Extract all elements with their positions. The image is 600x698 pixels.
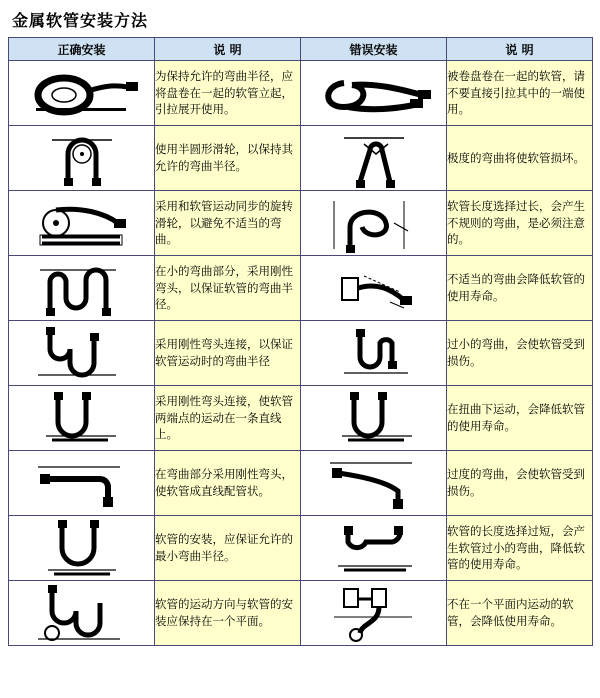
table-row xyxy=(9,126,593,191)
table-header-row xyxy=(9,38,593,61)
table-row xyxy=(9,256,593,321)
table-row xyxy=(9,516,593,581)
row-correct-text: 在弯曲部分采用刚性弯头，使软管成直线配管状。 xyxy=(155,451,301,516)
page-title: 金属软管安装方法 xyxy=(12,11,149,30)
row-wrong-text: 过小的弯曲，会使软管受到损伤。 xyxy=(447,321,593,386)
installation-methods-table xyxy=(8,37,593,646)
synchronized-rotating-pulley-icon xyxy=(9,191,155,256)
header-correct-note: 说 明 xyxy=(155,38,301,61)
header-wrong-install: 错误安装 xyxy=(301,38,447,61)
table-row xyxy=(9,581,593,646)
header-correct-install: 正确安装 xyxy=(9,38,155,61)
too-long-hose-small-bend-icon xyxy=(301,516,447,581)
row-wrong-text: 极度的弯曲将使软管损坏。 xyxy=(447,126,593,191)
table-row xyxy=(9,321,593,386)
straight-pipe-with-elbow-icon xyxy=(9,451,155,516)
improper-bend-shortens-life-icon xyxy=(301,256,447,321)
row-wrong-text: 软管长度选择过长，会产生不规则的弯曲，是必须注意的。 xyxy=(447,191,593,256)
minimum-bend-radius-u-hose-icon xyxy=(9,516,155,581)
row-correct-text: 采用刚性弯头连接，使软管两端点的运动在一条直线上。 xyxy=(155,386,301,451)
row-correct-text: 使用半圆形滑轮，以保持其允许的弯曲半径。 xyxy=(155,126,301,191)
row-wrong-text: 软管的长度选择过短，会产生软管过小的弯曲，降低软管的使用寿命。 xyxy=(447,516,593,581)
header-wrong-note: 说 明 xyxy=(447,38,593,61)
row-correct-text: 为保持允许的弯曲半径，应将盘卷在一起的软管立起，引拉展开使用。 xyxy=(155,61,301,126)
twisting-motion-hose-icon xyxy=(301,386,447,451)
row-wrong-text: 不在一个平面内运动的软管，会降低使用寿命。 xyxy=(447,581,593,646)
semicircular-guide-roller-icon xyxy=(9,126,155,191)
row-correct-text: 采用和软管运动同步的旋转滑轮，以避免不适当的弯曲。 xyxy=(155,191,301,256)
too-small-bend-radius-icon xyxy=(301,321,447,386)
row-wrong-text: 过度的弯曲，会使软管受到损伤。 xyxy=(447,451,593,516)
table-row xyxy=(9,61,593,126)
excess-length-irregular-bend-icon xyxy=(301,191,447,256)
rigid-elbow-small-bend-icon xyxy=(9,256,155,321)
row-wrong-text: 在扭曲下运动，会降低软管的使用寿命。 xyxy=(447,386,593,451)
table-row xyxy=(9,451,593,516)
table-row xyxy=(9,386,593,451)
row-correct-text: 采用刚性弯头连接，以保证软管运动时的弯曲半径 xyxy=(155,321,301,386)
over-bending-damage-icon xyxy=(301,451,447,516)
coiled-hose-spool-icon xyxy=(9,61,155,126)
rigid-elbow-straight-line-motion-icon xyxy=(9,386,155,451)
rigid-elbow-connection-radius-icon xyxy=(9,321,155,386)
sharp-bend-hose-icon xyxy=(301,126,447,191)
row-correct-text: 软管的安装，应保证允许的最小弯曲半径。 xyxy=(155,516,301,581)
table-row xyxy=(9,191,593,256)
out-of-plane-motion-hose-icon xyxy=(301,581,447,646)
row-wrong-text: 被卷盘卷在一起的软管，请不要直接引拉其中的一端使用。 xyxy=(447,61,593,126)
row-correct-text: 软管的运动方向与软管的安装应保持在一个平面。 xyxy=(155,581,301,646)
same-plane-motion-hose-icon xyxy=(9,581,155,646)
row-correct-text: 在小的弯曲部分，采用刚性弯头，以保证软管的弯曲半径。 xyxy=(155,256,301,321)
coiled-hose-pulled-icon xyxy=(301,61,447,126)
row-wrong-text: 不适当的弯曲会降低软管的使用寿命。 xyxy=(447,256,593,321)
